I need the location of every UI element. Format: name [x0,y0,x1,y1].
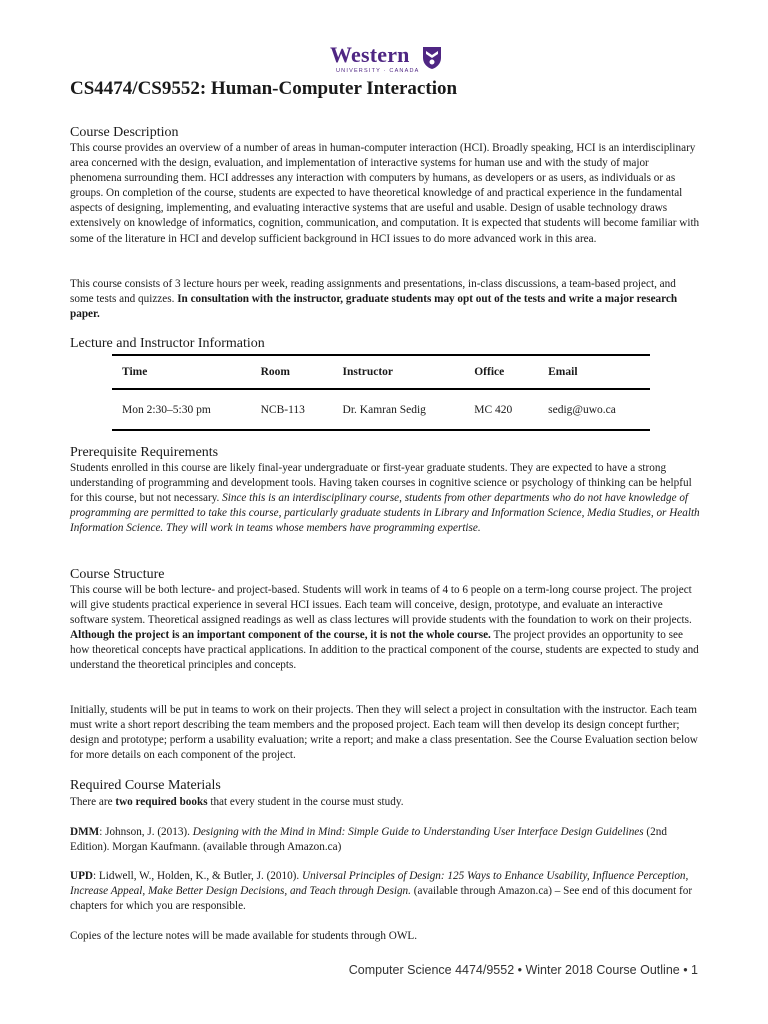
column-header: Email [538,355,650,389]
course-structure-paragraph: This course will be both lecture- and project-based. Students will work in teams of 4 to 6 people on a term-long course project. The project will give students practical experience in several HCI issues. Each team will conceive, design, prototype, and evaluate an interactive software system. Theoretical assigned readings as well as class lectures will provide students with the foundation to work on their projects. Although the project is an important component of the course, it is not the whole course. The project provides an opportunity to see how theoretical concepts have practical applications. In addition to the practical component of the course, students are expected to study and understand the theoretical principles and concepts. [70,584,699,672]
crest-icon [422,46,442,70]
cell-instructor: Dr. Kamran Sedig [333,389,465,430]
heading-prerequisites: Prerequisite Requirements [70,445,219,460]
column-header: Room [251,355,333,389]
prerequisites-paragraph: Students enrolled in this course are likely final-year undergraduate or first-year graduate students. They are expected to have a strong understanding of programming and development tools. Having taken courses in cognitive science or psychology of thinking can be helpful for this course, but not necessary. Since this is an interdisciplinary course, students from other departments who do not have knowledge of programming are permitted to take this course, particularly graduate students in Library and Information Science, Media Studies, or Health Information Science. They will work in teams whose members have programming expertise. [70,462,700,535]
course-format-paragraph: This course consists of 3 lecture hours per week, reading assignments and presentations, in-class discussions, a team-based project, and some tests and quizzes. In consultation with the instructor, graduate students may opt out of the tests and write a major research paper. [70,278,678,321]
book-upd: UPD: Lidwell, W., Holden, K., & Butler, J. (2010). Universal Principles of Design: 125 Ways to Enhance Usability, Influence Perception, Increase Appeal, Make Better Design Decisions, and Teach through Design. (available through Amazon.ca) – See end of this document for chapters for which you are responsible. [70,870,693,913]
book-dmm: DMM: Johnson, J. (2013). Designing with the Mind in Mind: Simple Guide to Understanding User Interface Design Guidelines (2nd Edition). Morgan Kaufmann. (available through Amazon.ca) [70,826,667,854]
course-description-paragraph: This course provides an overview of a number of areas in human-computer interaction (HCI). Broadly speaking, HCI is an interdisciplinary area concerned with the design, evaluation, and implementation of interactive systems for human use and with the study of major phenomena surrounding them. HCI addresses any interaction with computers by humans, as developers or as users, as individuals or as groups. On completion of the course, students are expected to have theoretical knowledge of and practical experience in the fundamental aspects of designing, implementing, and evaluating interactive systems that are useful and usable. Design of usable technology draws extensively on knowledge of informatics, cognition, communication, and computation. It is expected that students will become familiar with some of the literature in HCI and develop sufficient background in HCI issues to do more advanced work in this area. [70,142,700,245]
interdisciplinary-note: Since this is an interdisciplinary course, students from other departments who do not have knowledge of programming are permitted to take this course, particularly graduate students in Library and Information Science, Media Studies, or Health Information Science. They will work in teams whose members have programming expertise. [70,492,700,535]
cell-time: Mon 2:30–5:30 pm [112,389,251,430]
column-header: Instructor [333,355,465,389]
materials-intro: There are two required books that every student in the course must study. [70,796,404,808]
column-header: Time [112,355,251,389]
table-row [112,389,650,430]
cell-email: sedig@uwo.ca [538,389,650,430]
logo-subtitle: UNIVERSITY · CANADA [336,68,420,74]
lecture-notes-note: Copies of the lecture notes will be made available for students through OWL. [70,930,418,942]
project-emphasis: Although the project is an important component of the course, it is not the whole course. [70,629,491,642]
table-header-row [112,355,650,389]
heading-required-materials: Required Course Materials [70,778,221,793]
lecture-info-table [112,354,650,431]
western-logo [330,44,442,80]
teams-paragraph: Initially, students will be put in teams to work on their projects. Then they will select a project in consultation with the instructor. Each team must write a short report describing the team members and the proposed project. Each team will then develop its design concept further; design and prototype; perform a usability evaluation; write a report; and make a class presentation. See the Course Evaluation section below for more details on each component of the project. [70,704,698,762]
document-title: CS4474/CS9552: Human-Computer Interaction [70,78,458,99]
page-footer: Computer Science 4474/9552 • Winter 2018 Course Outline • 1 [348,963,698,977]
heading-course-structure: Course Structure [70,567,165,582]
column-header: Office [464,355,538,389]
logo-wordmark: Western [330,42,410,67]
heading-lecture-info: Lecture and Instructor Information [70,336,265,351]
cell-room: NCB-113 [251,389,333,430]
heading-course-description: Course Description [70,125,179,140]
cell-office: MC 420 [464,389,538,430]
grad-students-note: In consultation with the instructor, graduate students may opt out of the tests and write a major research paper. [70,293,678,321]
